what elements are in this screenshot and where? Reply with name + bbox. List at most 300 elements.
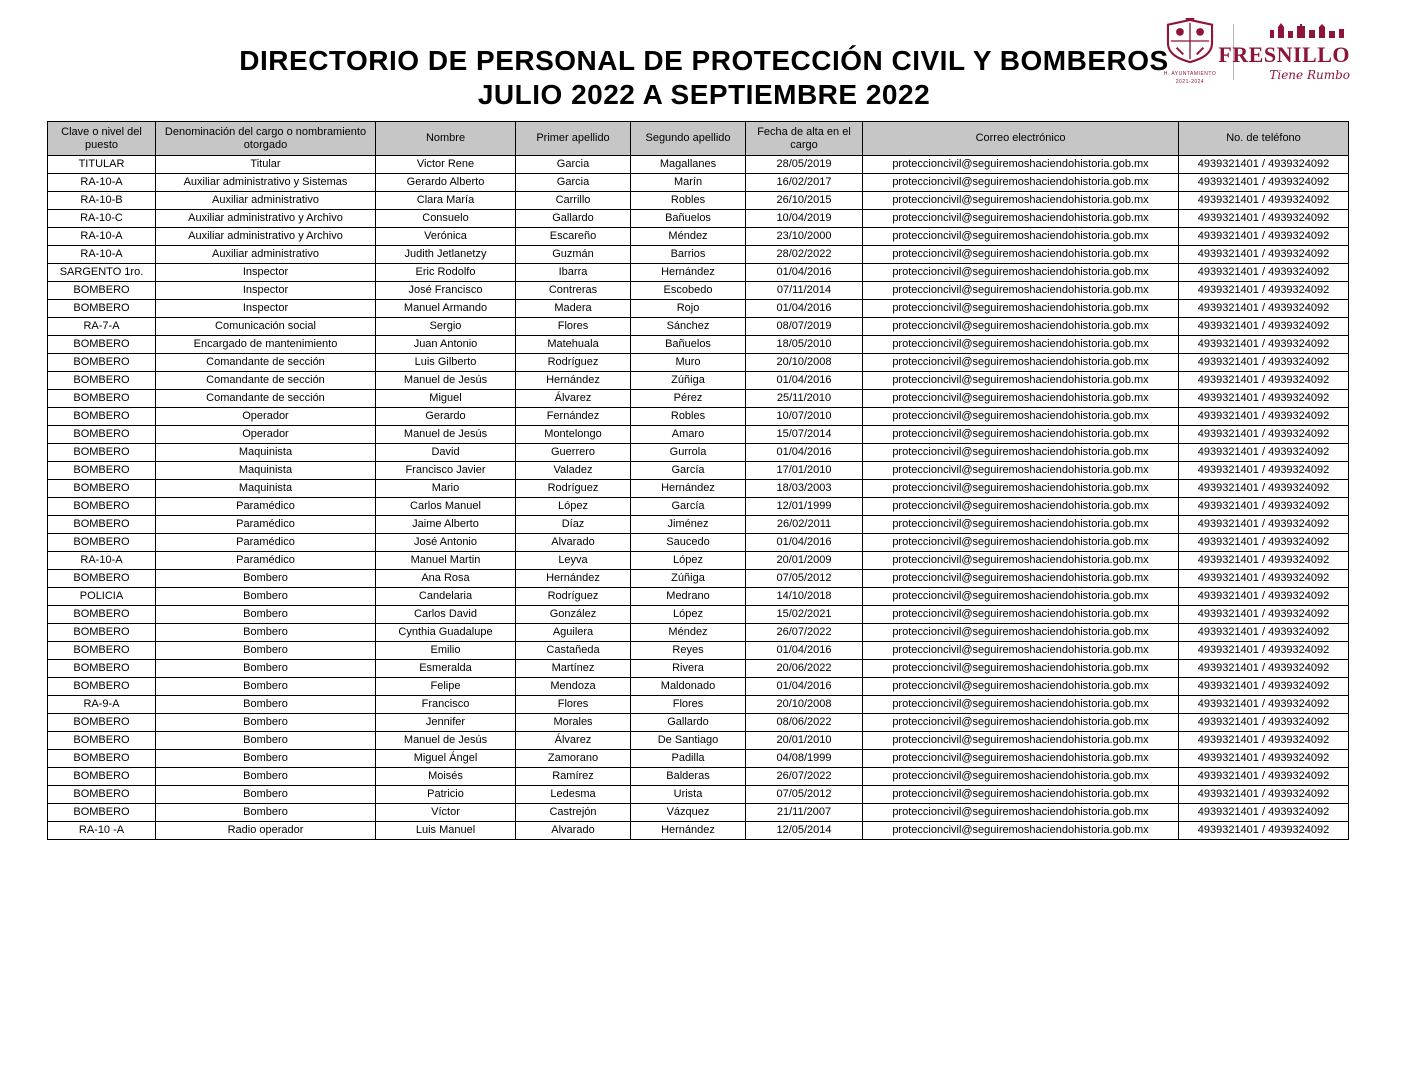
cell-telefono: 4939321401 / 4939324092 [1179,660,1349,678]
cell-clave: RA-10-B [48,192,156,210]
cell-denominacion: Paramédico [156,552,376,570]
cell-clave: BOMBERO [48,534,156,552]
cell-clave: BOMBERO [48,498,156,516]
cell-fecha-alta: 07/11/2014 [746,282,863,300]
logo-area [1159,18,1350,85]
cell-segundo-apellido: López [631,606,746,624]
cell-clave: BOMBERO [48,570,156,588]
skyline-icon [1264,22,1350,43]
cell-correo: proteccioncivil@seguiremoshaciendohistoria.gob.mx [863,228,1179,246]
cell-primer-apellido: Guzmán [516,246,631,264]
cell-segundo-apellido: Robles [631,408,746,426]
table-row [48,606,1349,624]
cell-fecha-alta: 10/07/2010 [746,408,863,426]
cell-fecha-alta: 20/06/2022 [746,660,863,678]
cell-nombre: Candelaria [376,588,516,606]
table-row [48,354,1349,372]
cell-segundo-apellido: Zúñiga [631,372,746,390]
cell-clave: BOMBERO [48,462,156,480]
cell-nombre: Emilio [376,642,516,660]
column-header-nombre: Nombre [376,122,516,156]
cell-nombre: Judith Jetlanetzy [376,246,516,264]
cell-segundo-apellido: Jiménez [631,516,746,534]
cell-fecha-alta: 04/08/1999 [746,750,863,768]
column-header-fecha-alta: Fecha de alta en el cargo [746,122,863,156]
cell-correo: proteccioncivil@seguiremoshaciendohistoria.gob.mx [863,156,1179,174]
cell-denominacion: Auxiliar administrativo [156,192,376,210]
cell-clave: RA-10-A [48,228,156,246]
cell-denominacion: Bombero [156,570,376,588]
cell-segundo-apellido: Maldonado [631,678,746,696]
cell-clave: POLICIA [48,588,156,606]
cell-primer-apellido: Ramírez [516,768,631,786]
cell-clave: BOMBERO [48,804,156,822]
table-row [48,570,1349,588]
cell-nombre: Jennifer [376,714,516,732]
crest-icon [1164,18,1216,69]
cell-fecha-alta: 18/05/2010 [746,336,863,354]
cell-clave: BOMBERO [48,714,156,732]
cell-correo: proteccioncivil@seguiremoshaciendohistoria.gob.mx [863,390,1179,408]
cell-nombre: Miguel Ángel [376,750,516,768]
cell-denominacion: Bombero [156,624,376,642]
cell-correo: proteccioncivil@seguiremoshaciendohistoria.gob.mx [863,498,1179,516]
cell-primer-apellido: Flores [516,318,631,336]
cell-nombre: Manuel de Jesús [376,426,516,444]
cell-correo: proteccioncivil@seguiremoshaciendohistoria.gob.mx [863,336,1179,354]
cell-denominacion: Bombero [156,804,376,822]
brand-tagline: Tiene Rumbo [1269,67,1350,82]
fresnillo-logo [1218,22,1350,82]
cell-clave: BOMBERO [48,732,156,750]
cell-telefono: 4939321401 / 4939324092 [1179,210,1349,228]
cell-clave: BOMBERO [48,354,156,372]
table-row [48,426,1349,444]
cell-telefono: 4939321401 / 4939324092 [1179,174,1349,192]
cell-primer-apellido: Castañeda [516,642,631,660]
cell-denominacion: Bombero [156,642,376,660]
cell-nombre: Consuelo [376,210,516,228]
cell-telefono: 4939321401 / 4939324092 [1179,372,1349,390]
cell-correo: proteccioncivil@seguiremoshaciendohistoria.gob.mx [863,354,1179,372]
cell-segundo-apellido: Saucedo [631,534,746,552]
cell-primer-apellido: Alvarado [516,822,631,840]
cell-correo: proteccioncivil@seguiremoshaciendohistoria.gob.mx [863,246,1179,264]
cell-clave: RA-10-C [48,210,156,228]
table-row [48,804,1349,822]
cell-denominacion: Maquinista [156,480,376,498]
cell-fecha-alta: 20/10/2008 [746,354,863,372]
cell-denominacion: Operador [156,408,376,426]
cell-telefono: 4939321401 / 4939324092 [1179,732,1349,750]
cell-fecha-alta: 26/02/2011 [746,516,863,534]
cell-correo: proteccioncivil@seguiremoshaciendohistoria.gob.mx [863,750,1179,768]
cell-fecha-alta: 01/04/2016 [746,300,863,318]
table-row [48,516,1349,534]
cell-nombre: Gerardo [376,408,516,426]
cell-correo: proteccioncivil@seguiremoshaciendohistoria.gob.mx [863,570,1179,588]
cell-denominacion: Auxiliar administrativo y Archivo [156,210,376,228]
cell-telefono: 4939321401 / 4939324092 [1179,156,1349,174]
cell-nombre: Luis Gilberto [376,354,516,372]
table-row [48,264,1349,282]
cell-segundo-apellido: Sánchez [631,318,746,336]
table-row [48,696,1349,714]
cell-segundo-apellido: García [631,498,746,516]
table-row [48,318,1349,336]
table-row [48,372,1349,390]
cell-fecha-alta: 01/04/2016 [746,534,863,552]
table-row [48,642,1349,660]
table-row [48,444,1349,462]
cell-clave: BOMBERO [48,426,156,444]
cell-nombre: Manuel Martin [376,552,516,570]
cell-primer-apellido: Aguilera [516,624,631,642]
cell-nombre: Felipe [376,678,516,696]
cell-correo: proteccioncivil@seguiremoshaciendohistoria.gob.mx [863,804,1179,822]
cell-fecha-alta: 12/05/2014 [746,822,863,840]
cell-correo: proteccioncivil@seguiremoshaciendohistoria.gob.mx [863,426,1179,444]
cell-denominacion: Bombero [156,660,376,678]
cell-clave: BOMBERO [48,282,156,300]
cell-denominacion: Paramédico [156,498,376,516]
cell-denominacion: Bombero [156,678,376,696]
cell-correo: proteccioncivil@seguiremoshaciendohistoria.gob.mx [863,534,1179,552]
cell-correo: proteccioncivil@seguiremoshaciendohistoria.gob.mx [863,282,1179,300]
cell-clave: BOMBERO [48,408,156,426]
cell-telefono: 4939321401 / 4939324092 [1179,264,1349,282]
cell-denominacion: Bombero [156,606,376,624]
table-row [48,390,1349,408]
cell-primer-apellido: Rodríguez [516,354,631,372]
cell-primer-apellido: Ibarra [516,264,631,282]
table-row [48,732,1349,750]
cell-telefono: 4939321401 / 4939324092 [1179,354,1349,372]
cell-segundo-apellido: Padilla [631,750,746,768]
cell-correo: proteccioncivil@seguiremoshaciendohistoria.gob.mx [863,678,1179,696]
cell-nombre: Moisés [376,768,516,786]
cell-denominacion: Inspector [156,264,376,282]
cell-fecha-alta: 01/04/2016 [746,264,863,282]
cell-segundo-apellido: Medrano [631,588,746,606]
cell-fecha-alta: 14/10/2018 [746,588,863,606]
cell-segundo-apellido: Pérez [631,390,746,408]
cell-telefono: 4939321401 / 4939324092 [1179,336,1349,354]
cell-nombre: Mario [376,480,516,498]
cell-segundo-apellido: Gallardo [631,714,746,732]
table-row [48,534,1349,552]
cell-primer-apellido: Rodríguez [516,480,631,498]
cell-clave: BOMBERO [48,750,156,768]
cell-fecha-alta: 28/02/2022 [746,246,863,264]
cell-denominacion: Paramédico [156,534,376,552]
cell-nombre: Luis Manuel [376,822,516,840]
cell-fecha-alta: 26/10/2015 [746,192,863,210]
cell-denominacion: Bombero [156,696,376,714]
cell-nombre: Juan Antonio [376,336,516,354]
cell-denominacion: Encargado de mantenimiento [156,336,376,354]
cell-clave: BOMBERO [48,786,156,804]
cell-denominacion: Comandante de sección [156,354,376,372]
cell-segundo-apellido: Zúñiga [631,570,746,588]
cell-correo: proteccioncivil@seguiremoshaciendohistoria.gob.mx [863,588,1179,606]
cell-primer-apellido: Escareño [516,228,631,246]
cell-fecha-alta: 15/07/2014 [746,426,863,444]
column-header-telefono: No. de teléfono [1179,122,1349,156]
cell-correo: proteccioncivil@seguiremoshaciendohistoria.gob.mx [863,210,1179,228]
cell-primer-apellido: Madera [516,300,631,318]
cell-correo: proteccioncivil@seguiremoshaciendohistoria.gob.mx [863,192,1179,210]
cell-denominacion: Bombero [156,588,376,606]
cell-telefono: 4939321401 / 4939324092 [1179,588,1349,606]
table-row [48,246,1349,264]
cell-primer-apellido: Hernández [516,570,631,588]
table-row [48,498,1349,516]
column-header-segundo-apellido: Segundo apellido [631,122,746,156]
page-title-line2: JULIO 2022 A SEPTIEMBRE 2022 [477,79,931,110]
cell-denominacion: Auxiliar administrativo [156,246,376,264]
cell-segundo-apellido: Barrios [631,246,746,264]
cell-telefono: 4939321401 / 4939324092 [1179,552,1349,570]
cell-denominacion: Auxiliar administrativo y Archivo [156,228,376,246]
cell-fecha-alta: 08/06/2022 [746,714,863,732]
cell-primer-apellido: Rodríguez [516,588,631,606]
cell-denominacion: Maquinista [156,444,376,462]
column-header-correo: Correo electrónico [863,122,1179,156]
cell-telefono: 4939321401 / 4939324092 [1179,804,1349,822]
cell-primer-apellido: López [516,498,631,516]
table-row [48,588,1349,606]
cell-correo: proteccioncivil@seguiremoshaciendohistoria.gob.mx [863,318,1179,336]
table-row [48,714,1349,732]
cell-segundo-apellido: Robles [631,192,746,210]
cell-clave: RA-10 -A [48,822,156,840]
cell-correo: proteccioncivil@seguiremoshaciendohistoria.gob.mx [863,300,1179,318]
cell-correo: proteccioncivil@seguiremoshaciendohistoria.gob.mx [863,516,1179,534]
cell-nombre: Francisco Javier [376,462,516,480]
column-header-denominacion: Denominación del cargo o nombramiento otorgado [156,122,376,156]
table-row [48,480,1349,498]
cell-clave: BOMBERO [48,624,156,642]
cell-primer-apellido: Gallardo [516,210,631,228]
cell-segundo-apellido: Marín [631,174,746,192]
cell-clave: RA-9-A [48,696,156,714]
cell-clave: RA-10-A [48,174,156,192]
cell-primer-apellido: Martínez [516,660,631,678]
table-row [48,750,1349,768]
cell-nombre: Sergio [376,318,516,336]
cell-telefono: 4939321401 / 4939324092 [1179,516,1349,534]
cell-primer-apellido: Contreras [516,282,631,300]
cell-telefono: 4939321401 / 4939324092 [1179,480,1349,498]
cell-segundo-apellido: Balderas [631,768,746,786]
cell-fecha-alta: 18/03/2003 [746,480,863,498]
cell-nombre: Manuel Armando [376,300,516,318]
cell-segundo-apellido: Reyes [631,642,746,660]
cell-clave: BOMBERO [48,768,156,786]
cell-segundo-apellido: Flores [631,696,746,714]
cell-fecha-alta: 26/07/2022 [746,624,863,642]
cell-primer-apellido: Mendoza [516,678,631,696]
cell-denominacion: Paramédico [156,516,376,534]
cell-segundo-apellido: Urista [631,786,746,804]
cell-nombre: Jaime Alberto [376,516,516,534]
cell-fecha-alta: 20/01/2009 [746,552,863,570]
cell-telefono: 4939321401 / 4939324092 [1179,624,1349,642]
cell-primer-apellido: Ledesma [516,786,631,804]
cell-clave: BOMBERO [48,444,156,462]
cell-nombre: Clara María [376,192,516,210]
cell-correo: proteccioncivil@seguiremoshaciendohistoria.gob.mx [863,768,1179,786]
cell-primer-apellido: Garcia [516,156,631,174]
cell-clave: BOMBERO [48,516,156,534]
table-row [48,228,1349,246]
cell-denominacion: Inspector [156,300,376,318]
cell-denominacion: Comandante de sección [156,390,376,408]
cell-telefono: 4939321401 / 4939324092 [1179,246,1349,264]
cell-nombre: Patricio [376,786,516,804]
cell-telefono: 4939321401 / 4939324092 [1179,678,1349,696]
cell-clave: BOMBERO [48,336,156,354]
cell-segundo-apellido: Amaro [631,426,746,444]
cell-denominacion: Auxiliar administrativo y Sistemas [156,174,376,192]
cell-telefono: 4939321401 / 4939324092 [1179,768,1349,786]
cell-fecha-alta: 25/11/2010 [746,390,863,408]
cell-nombre: José Francisco [376,282,516,300]
cell-primer-apellido: Álvarez [516,732,631,750]
cell-correo: proteccioncivil@seguiremoshaciendohistoria.gob.mx [863,696,1179,714]
cell-segundo-apellido: Hernández [631,822,746,840]
cell-segundo-apellido: Méndez [631,624,746,642]
cell-denominacion: Inspector [156,282,376,300]
cell-fecha-alta: 15/02/2021 [746,606,863,624]
cell-correo: proteccioncivil@seguiremoshaciendohistoria.gob.mx [863,786,1179,804]
cell-telefono: 4939321401 / 4939324092 [1179,696,1349,714]
personnel-directory-table [47,121,1349,840]
table-row [48,210,1349,228]
cell-nombre: Gerardo Alberto [376,174,516,192]
table-row [48,822,1349,840]
cell-segundo-apellido: Vázquez [631,804,746,822]
cell-telefono: 4939321401 / 4939324092 [1179,498,1349,516]
cell-telefono: 4939321401 / 4939324092 [1179,462,1349,480]
cell-fecha-alta: 01/04/2016 [746,642,863,660]
cell-denominacion: Titular [156,156,376,174]
cell-primer-apellido: Flores [516,696,631,714]
cell-telefono: 4939321401 / 4939324092 [1179,534,1349,552]
cell-telefono: 4939321401 / 4939324092 [1179,642,1349,660]
cell-correo: proteccioncivil@seguiremoshaciendohistoria.gob.mx [863,732,1179,750]
cell-segundo-apellido: García [631,462,746,480]
cell-segundo-apellido: Rojo [631,300,746,318]
cell-fecha-alta: 20/01/2010 [746,732,863,750]
cell-nombre: Víctor [376,804,516,822]
cell-primer-apellido: Valadez [516,462,631,480]
cell-primer-apellido: Leyva [516,552,631,570]
cell-correo: proteccioncivil@seguiremoshaciendohistoria.gob.mx [863,624,1179,642]
cell-primer-apellido: Alvarado [516,534,631,552]
cell-nombre: Carlos Manuel [376,498,516,516]
cell-segundo-apellido: Bañuelos [631,336,746,354]
cell-denominacion: Bombero [156,786,376,804]
table-row [48,786,1349,804]
table-row [48,174,1349,192]
cell-telefono: 4939321401 / 4939324092 [1179,408,1349,426]
cell-correo: proteccioncivil@seguiremoshaciendohistoria.gob.mx [863,606,1179,624]
brand-wordmark: FRESNILLO [1218,41,1350,67]
cell-clave: BOMBERO [48,606,156,624]
cell-fecha-alta: 16/02/2017 [746,174,863,192]
cell-primer-apellido: Díaz [516,516,631,534]
cell-clave: RA-7-A [48,318,156,336]
cell-denominacion: Bombero [156,768,376,786]
cell-correo: proteccioncivil@seguiremoshaciendohistoria.gob.mx [863,714,1179,732]
table-row [48,282,1349,300]
cell-segundo-apellido: Muro [631,354,746,372]
table-row [48,660,1349,678]
cell-nombre: Manuel de Jesús [376,372,516,390]
cell-telefono: 4939321401 / 4939324092 [1179,192,1349,210]
cell-fecha-alta: 07/05/2012 [746,786,863,804]
cell-telefono: 4939321401 / 4939324092 [1179,228,1349,246]
cell-clave: BOMBERO [48,372,156,390]
cell-nombre: José Antonio [376,534,516,552]
cell-primer-apellido: Carrillo [516,192,631,210]
cell-primer-apellido: Morales [516,714,631,732]
cell-clave: TITULAR [48,156,156,174]
cell-telefono: 4939321401 / 4939324092 [1179,750,1349,768]
cell-primer-apellido: Fernández [516,408,631,426]
cell-segundo-apellido: Méndez [631,228,746,246]
cell-fecha-alta: 01/04/2016 [746,372,863,390]
crest-caption-line2: 2021-2024 [1175,79,1205,85]
cell-denominacion: Comunicación social [156,318,376,336]
cell-correo: proteccioncivil@seguiremoshaciendohistoria.gob.mx [863,408,1179,426]
cell-telefono: 4939321401 / 4939324092 [1179,822,1349,840]
cell-nombre: Verónica [376,228,516,246]
cell-nombre: Cynthia Guadalupe [376,624,516,642]
cell-denominacion: Maquinista [156,462,376,480]
cell-clave: RA-10-A [48,552,156,570]
cell-denominacion: Operador [156,426,376,444]
cell-nombre: David [376,444,516,462]
table-row [48,768,1349,786]
cell-telefono: 4939321401 / 4939324092 [1179,444,1349,462]
cell-denominacion: Bombero [156,732,376,750]
cell-fecha-alta: 23/10/2000 [746,228,863,246]
cell-telefono: 4939321401 / 4939324092 [1179,390,1349,408]
cell-correo: proteccioncivil@seguiremoshaciendohistoria.gob.mx [863,462,1179,480]
cell-telefono: 4939321401 / 4939324092 [1179,426,1349,444]
page-title-line1: DIRECTORIO DE PERSONAL DE PROTECCIÓN CIVIL Y BOMBEROS [239,45,1169,76]
cell-fecha-alta: 08/07/2019 [746,318,863,336]
cell-fecha-alta: 10/04/2019 [746,210,863,228]
cell-fecha-alta: 07/05/2012 [746,570,863,588]
cell-correo: proteccioncivil@seguiremoshaciendohistoria.gob.mx [863,552,1179,570]
cell-clave: RA-10-A [48,246,156,264]
crest-caption-line1: H. AYUNTAMIENTO [1163,71,1217,77]
table-row [48,624,1349,642]
cell-correo: proteccioncivil@seguiremoshaciendohistoria.gob.mx [863,264,1179,282]
table-row [48,156,1349,174]
cell-segundo-apellido: Gurrola [631,444,746,462]
cell-nombre: Miguel [376,390,516,408]
table-row [48,192,1349,210]
cell-primer-apellido: Hernández [516,372,631,390]
cell-correo: proteccioncivil@seguiremoshaciendohistoria.gob.mx [863,822,1179,840]
cell-clave: SARGENTO 1ro. [48,264,156,282]
cell-clave: BOMBERO [48,300,156,318]
